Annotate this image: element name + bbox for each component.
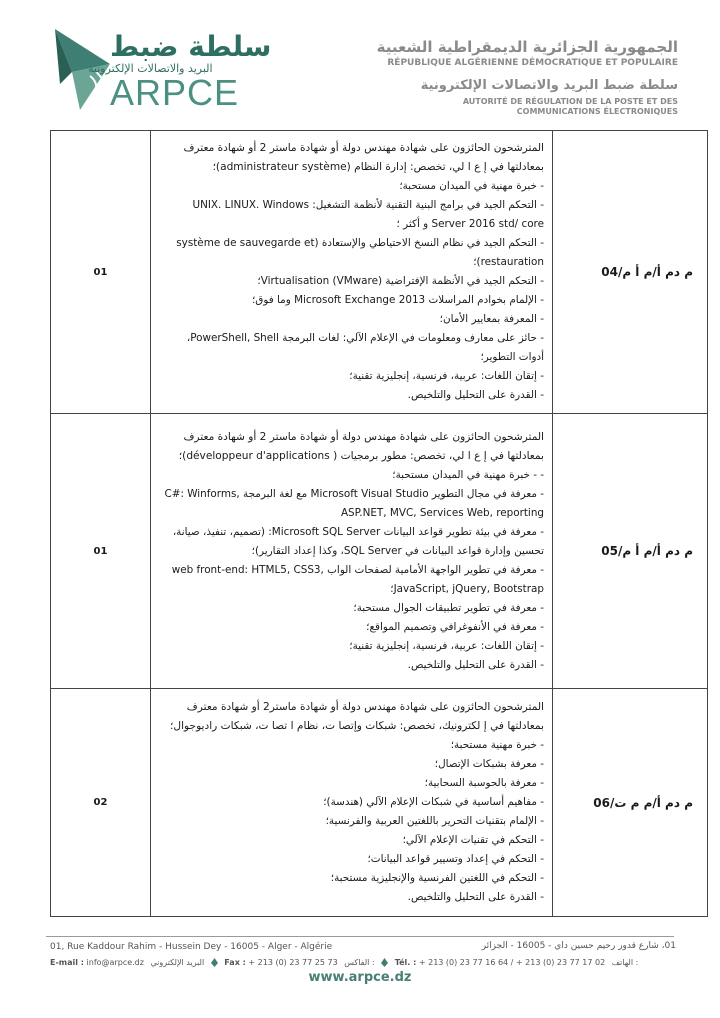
position-requirements	[151, 414, 553, 689]
requirement-item: - إتقان اللغات: عربية، فرنسية، إنجليزية تقنية؛	[349, 639, 544, 652]
authority-arabic: سلطة ضبط البريد والاتصالات الإلكترونية	[420, 78, 678, 93]
authority-french: AUTORITÉ DE RÉGULATION DE LA POSTE ET DES COMMUNICATIONS ÉLECTRONIQUES	[462, 97, 678, 116]
footer-address-arabic: 01، شارع قدور رحيم حسين داي - 16005 - الجزائر	[481, 941, 676, 951]
requirement-item: - معرفة بالحوسبة السحابية؛	[424, 777, 544, 789]
fax-label-arabic: الفاكس :	[344, 958, 375, 967]
tel-label: Tél. :	[394, 958, 417, 967]
requirement-item: - القدرة على التحليل والتلخيص.	[407, 389, 544, 401]
requirements-intro: المترشحون الحائزون على شهادة مهندس دولة أو شهادة ماستر2 أو شهادة معترف بمعادلتها في إ لكترونيك، تخصص: شبكات وإتصا ت، نظام ا تصا ت، شبكات راديوجوال؛	[170, 701, 544, 732]
positions-table	[50, 130, 708, 917]
requirement-item: - معرفة في تطوير تطبيقات الجوال مستحبة؛	[353, 601, 544, 614]
tel-value: + 213 (0) 23 77 16 64 / + 213 (0) 23 77 17 02	[418, 958, 606, 967]
republic-arabic: الجمهورية الجزائرية الديمقراطية الشعبية	[376, 38, 678, 56]
requirement-item: - الإلمام بتقنيات التحرير باللغتين العربية والفرنسية؛	[325, 815, 544, 827]
positions-count: 02	[51, 689, 151, 917]
requirement-item: - التحكم في اللغتين الفرنسية والإنجليزية مستحبة؛	[330, 872, 544, 884]
tel-label-arabic: الهاتف :	[611, 958, 639, 967]
requirement-item: - معرفة في مجال التطوير Microsoft Visual Studio مع لغة البرمجة C#: Winforms, ASP.NET, MVC, Services Web, reporting	[164, 487, 544, 519]
requirement-item: - التحكم الجيد في الأنظمة الإفتراضية (Virtualisation (VMware؛	[257, 275, 544, 287]
requirement-item: - معرفة في بيئة تطوير قواعد البيانات Microsoft SQL Server: (تصميم، تنفيذ، صيانة، تحسين وإدارة قواعد البيانات في SQL Server، وكذا إعداد التقارير)؛	[172, 525, 544, 557]
position-code: م دم أ/م أ م/04	[553, 131, 708, 414]
website-link[interactable]: www.arpce.dz	[308, 970, 412, 985]
logo-latin-name: ARPCE	[110, 72, 240, 113]
requirement-item: - مفاهيم أساسية في شبكات الإعلام الآلي (هندسة)؛	[323, 796, 544, 808]
positions-count: 01	[51, 414, 151, 689]
email-label: E-mail :	[50, 958, 84, 967]
email-label-arabic: البريد الإلكتروني	[150, 958, 205, 967]
requirement-item: - خبرة مهنية في الميدان مستحبة؛	[399, 180, 544, 192]
positions-count: 01	[51, 131, 151, 414]
requirement-item: - الإلمام بخوادم المراسلات Microsoft Exchange 2013 وما فوق؛	[252, 294, 544, 306]
fax-value: + 213 (0) 23 77 25 73	[248, 958, 338, 967]
logo-arabic-subtitle: البريد والاتصالات الإلكترونية	[88, 62, 213, 75]
institution-header	[378, 38, 678, 117]
requirement-item: - معرفة بشبكات الإتصال؛	[434, 758, 544, 770]
footer-address-french: 01, Rue Kaddour Rahim - Hussein Dey - 16005 - Alger - Algérie	[50, 942, 333, 952]
requirement-item: - التحكم في إعداد وتسيير قواعد البيانات؛	[367, 853, 544, 865]
requirement-item: - التحكم الجيد في برامج البنية التقنية لأنظمة التشغيل: UNIX. LINUX. Windows Server 2016 std/ core و أكثر ؛	[192, 199, 544, 230]
requirement-item: - - خبرة مهنية في الميدان مستحبة؛	[392, 468, 544, 481]
requirement-item: - المعرفة بمعايير الأمان؛	[439, 313, 544, 325]
table-row	[51, 414, 708, 689]
requirement-item: - خبرة مهنية مستحبة؛	[450, 739, 544, 751]
leaf-separator-icon	[211, 958, 218, 967]
requirement-item: - معرفة في تطوير الواجهة الأمامية لصفحات الواب web front-end: HTML5, CSS3, JavaScript, jQuery, Bootstrap؛	[171, 563, 544, 595]
position-requirements	[151, 131, 553, 414]
requirements-intro: المترشحون الحائزون على شهادة مهندس دولة أو شهادة ماستر 2 أو شهادة معترف بمعادلتها في إ ع ا لي، تخصص: مطور برمجيات ( développeur d'applications)؛	[178, 430, 544, 462]
requirement-item: - القدرة على التحليل والتلخيص.	[407, 891, 544, 903]
requirement-item: - التحكم الجيد في نظام النسخ الاحتياطي والإستعادة (système de sauvegarde et restauration)؛	[176, 237, 544, 268]
requirements-intro: المترشحون الحائزون على شهادة مهندس دولة أو شهادة ماستر 2 أو شهادة معترف بمعادلتها في إ ع ا لي، تخصص: إدارة النظام (administrateur système)؛	[183, 142, 544, 173]
fax-label: Fax :	[224, 958, 246, 967]
footer-divider	[46, 936, 674, 937]
position-code: م دم أ/م أ م/05	[553, 414, 708, 689]
footer-contacts	[50, 958, 674, 967]
email-value[interactable]: info@arpce.dz	[86, 958, 144, 967]
requirement-item: - إتقان اللغات: عربية، فرنسية، إنجليزية تقنية؛	[349, 370, 544, 382]
logo-arabic-name: سلطة ضبط	[110, 30, 272, 63]
table-row	[51, 689, 708, 917]
position-requirements	[151, 689, 553, 917]
position-code: م دم أ/م م ت/06	[553, 689, 708, 917]
requirement-item: - معرفة في الأنفوغرافي وتصميم المواقع؛	[366, 620, 544, 633]
republic-french: RÉPUBLIQUE ALGÉRIENNE DÉMOCRATIQUE ET POPULAIRE	[387, 58, 678, 68]
leaf-separator-icon	[381, 958, 388, 967]
requirement-item: - التحكم في تقنيات الإعلام الآلي؛	[402, 834, 544, 846]
requirement-item: - القدرة على التحليل والتلخيص.	[407, 658, 544, 671]
table-row	[51, 131, 708, 414]
requirement-item: - حائز على معارف ومعلومات في الإعلام الآلي: لغات البرمجة PowerShell, Shell، أدوات التطوير؛	[186, 332, 544, 363]
